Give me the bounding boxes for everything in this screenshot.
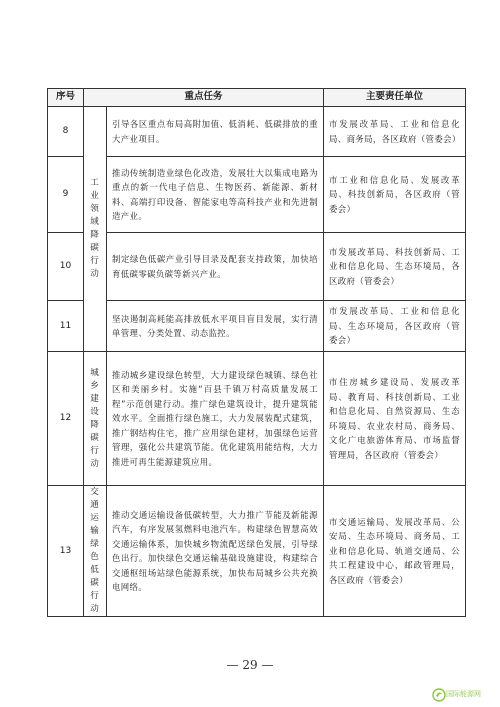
category-cell	[84, 107, 107, 352]
task-cell: 推动城乡建设绿色转型，大力建设绿色城镇、绿色社区和美丽乡村。实施“百县千镇万村高质量发展工程”示范创建行动。推广绿色建筑设计，提升建筑能效水平。全面推行绿色施工，大力发展装配式建筑，推广钢结构住宅，推广应用绿色建材，加强绿色运营管理，强化公共建筑节能。优化建筑用能结构，大力推进可再生能源建筑应用。	[107, 352, 324, 486]
table-row	[48, 486, 466, 617]
watermark-text: 国际能源网	[446, 690, 481, 698]
watermark-logo	[432, 686, 496, 704]
row-number: 10	[48, 233, 84, 301]
category-cell	[84, 486, 107, 617]
category-label: 交通运输绿色低碳行动	[90, 487, 100, 614]
unit-cell: 市发展改革局、工业和信息化局、生态环境局，各区政府（管委会）	[324, 301, 466, 352]
unit-cell: 市工业和信息化局、发展改革局、科技创新局，各区政府（管委会）	[324, 157, 466, 233]
table-header-row	[48, 89, 466, 107]
unit-cell: 市住房城乡建设局、发展改革局、教育局、科技创新局、工业和信息化局、自然资源局、生态环境局、农业农村局、商务局、文化广电旅游体育局、市场监督管理局，各区政府（管委会）	[324, 352, 466, 486]
energy-logo-icon	[432, 688, 446, 702]
table-row	[48, 157, 466, 233]
category-cell	[84, 352, 107, 486]
table-row	[48, 233, 466, 301]
task-cell: 制定绿色低碳产业引导目录及配套支持政策，加快培育低碳零碳负碳等新兴产业。	[107, 233, 324, 301]
task-cell: 推动传统制造业绿色化改造，发展壮大以集成电路为重点的新一代电子信息、生物医药、新能源、新材料、高端打印设备、智能家电等高科技产业和先进制造产业。	[107, 157, 324, 233]
policy-task-table	[47, 88, 466, 617]
unit-cell: 市发展改革局、工业和信息化局、商务局，各区政府（管委会）	[324, 107, 466, 157]
row-number: 8	[48, 107, 84, 157]
table-row	[48, 107, 466, 157]
header-key-task: 重点任务	[84, 89, 324, 107]
table-row	[48, 301, 466, 352]
row-number: 9	[48, 157, 84, 233]
row-number: 12	[48, 352, 84, 486]
row-number: 11	[48, 301, 84, 352]
task-cell: 推动交通运输设备低碳转型，大力推广节能及新能源汽车，有序发展氢燃料电池汽车。构建绿色智慧高效交通运输体系，加快城乡物流配送绿色发展，引导绿色出行。加快绿色交通运输基础设施建设，构建综合交通枢纽场站绿色能源系统，加快布局城乡公共充换电网络。	[107, 486, 324, 617]
category-label: 城乡建设降碳行动	[90, 367, 100, 469]
row-number: 13	[48, 486, 84, 617]
header-responsible-unit: 主要责任单位	[324, 89, 466, 107]
category-label: 工业领域降碳行动	[90, 178, 100, 279]
task-cell: 坚决遏制高耗能高排放低水平项目盲目发展，实行清单管理、分类处置、动态监控。	[107, 301, 324, 352]
unit-cell: 市交通运输局、发展改革局、公安局、生态环境局、商务局、工业和信息化局、轨道交通局、公共工程建设中心，邮政管理局，各区政府（管委会）	[324, 486, 466, 617]
unit-cell: 市发展改革局、科技创新局、工业和信息化局、生态环境局，各区政府（管委会）	[324, 233, 466, 301]
table-row	[48, 352, 466, 486]
task-cell: 引导各区重点布局高附加值、低消耗、低碳排放的重大产业项目。	[107, 107, 324, 157]
header-serial-number: 序号	[48, 89, 84, 107]
page-number: — 29 —	[226, 658, 274, 672]
